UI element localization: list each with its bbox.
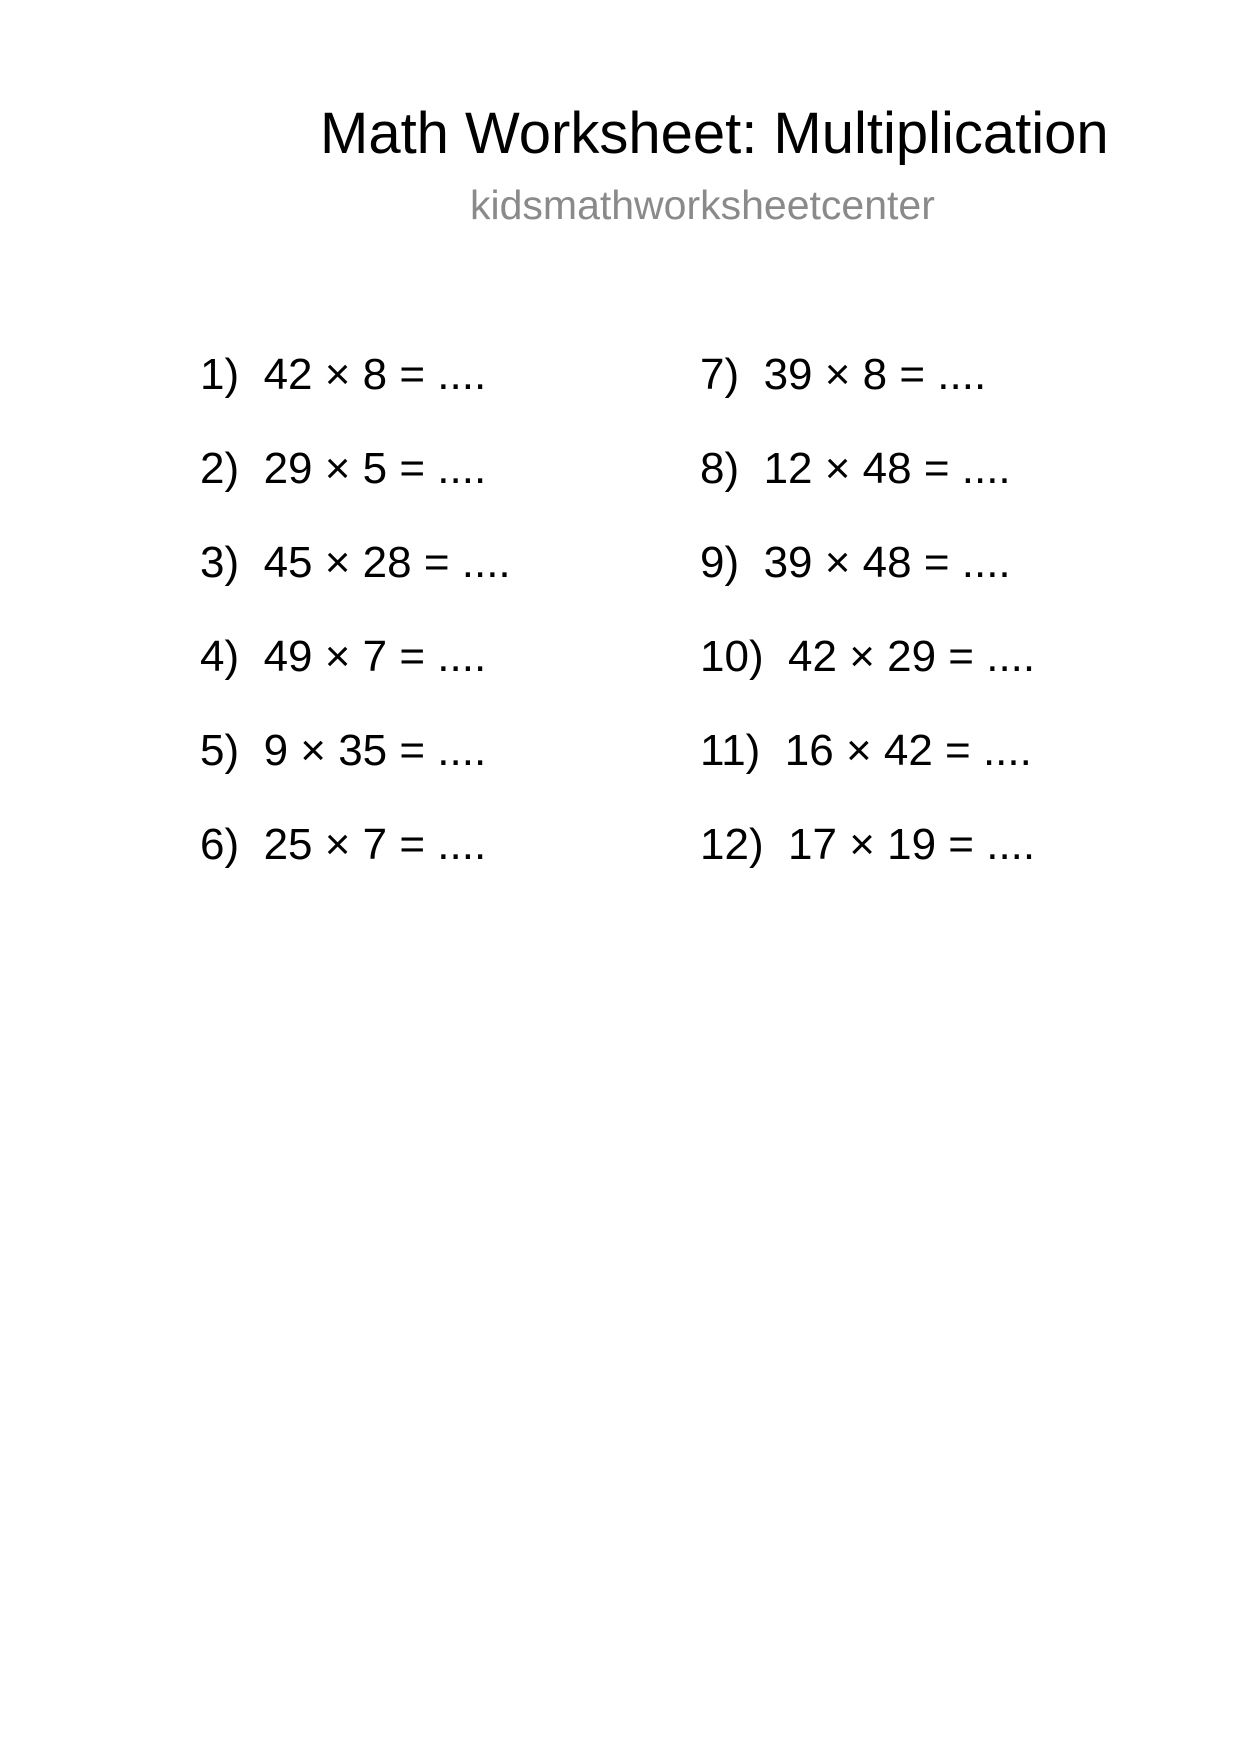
problem-10: 10) 42 × 29 = .... <box>700 632 1036 681</box>
problem-column-left <box>200 348 700 912</box>
problem-3: 3) 45 × 28 = .... <box>200 538 511 587</box>
problem-9: 9) 39 × 48 = .... <box>700 538 1011 587</box>
problem-2: 2) 29 × 5 = .... <box>200 444 487 493</box>
problem-7: 7) 39 × 8 = .... <box>700 350 987 399</box>
page-subtitle: kidsmathworksheetcenter <box>470 182 935 228</box>
problem-11: 11) 16 × 42 = .... <box>700 726 1032 775</box>
problem-4: 4) 49 × 7 = .... <box>200 632 487 681</box>
problem-1: 1) 42 × 8 = .... <box>200 350 487 399</box>
page-title: Math Worksheet: Multiplication <box>320 101 1109 166</box>
problem-5: 5) 9 × 35 = .... <box>200 726 487 775</box>
problem-column-right <box>700 348 1200 912</box>
problem-8: 8) 12 × 48 = .... <box>700 444 1011 493</box>
problem-6: 6) 25 × 7 = .... <box>200 820 487 869</box>
problem-12: 12) 17 × 19 = .... <box>700 820 1036 869</box>
